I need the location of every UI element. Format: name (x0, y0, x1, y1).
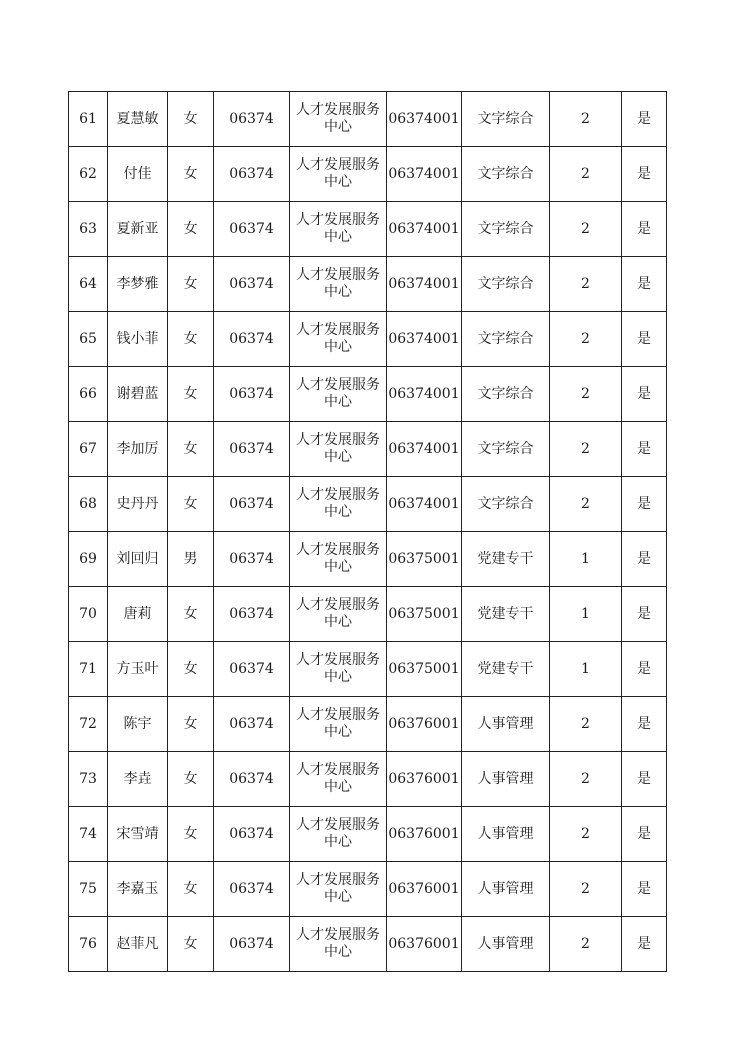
cell-position: 文字综合 (462, 422, 550, 477)
cell-quota: 2 (550, 697, 622, 752)
cell-unit-line2: 中心 (324, 174, 352, 190)
cell-name: 宋雪靖 (108, 807, 168, 862)
cell-unit-line2: 中心 (324, 669, 352, 685)
cell-quota: 1 (550, 587, 622, 642)
cell-gender: 女 (168, 642, 214, 697)
cell-unit-line2: 中心 (324, 614, 352, 630)
cell-number: 75 (69, 862, 108, 917)
cell-position: 文字综合 (462, 147, 550, 202)
table-body (69, 92, 667, 972)
cell-quota: 2 (550, 147, 622, 202)
cell-gender: 女 (168, 477, 214, 532)
cell-quota: 2 (550, 752, 622, 807)
cell-status: 是 (622, 312, 667, 367)
cell-name: 李嘉玉 (108, 862, 168, 917)
cell-quota: 1 (550, 642, 622, 697)
cell-unit-line1: 人才发展服务 (296, 817, 380, 833)
cell-unit-code: 06374 (214, 147, 290, 202)
table-row (69, 697, 667, 752)
cell-position-code: 06376001 (387, 752, 462, 807)
cell-gender: 女 (168, 752, 214, 807)
cell-unit (290, 422, 387, 477)
cell-position: 党建专干 (462, 532, 550, 587)
cell-gender: 女 (168, 587, 214, 642)
cell-unit-code: 06374 (214, 807, 290, 862)
cell-status: 是 (622, 917, 667, 972)
cell-position: 文字综合 (462, 202, 550, 257)
cell-unit-code: 06374 (214, 422, 290, 477)
cell-unit (290, 202, 387, 257)
cell-unit (290, 807, 387, 862)
cell-name: 刘回归 (108, 532, 168, 587)
cell-unit-code: 06374 (214, 202, 290, 257)
table-row (69, 642, 667, 697)
cell-unit-line1: 人才发展服务 (296, 872, 380, 888)
cell-gender: 女 (168, 367, 214, 422)
cell-unit-line1: 人才发展服务 (296, 377, 380, 393)
cell-unit-code: 06374 (214, 587, 290, 642)
cell-unit (290, 587, 387, 642)
cell-status: 是 (622, 202, 667, 257)
cell-gender: 女 (168, 257, 214, 312)
cell-name: 付佳 (108, 147, 168, 202)
cell-unit-line1: 人才发展服务 (296, 707, 380, 723)
cell-unit-line2: 中心 (324, 339, 352, 355)
cell-quota: 1 (550, 532, 622, 587)
cell-position-code: 06374001 (387, 257, 462, 312)
cell-unit-line2: 中心 (324, 119, 352, 135)
cell-unit-code: 06374 (214, 367, 290, 422)
cell-unit (290, 532, 387, 587)
cell-unit-line2: 中心 (324, 449, 352, 465)
cell-unit (290, 917, 387, 972)
cell-status: 是 (622, 532, 667, 587)
cell-unit-code: 06374 (214, 312, 290, 367)
cell-gender: 女 (168, 917, 214, 972)
cell-unit (290, 312, 387, 367)
cell-position-code: 06376001 (387, 862, 462, 917)
cell-unit-line2: 中心 (324, 724, 352, 740)
cell-unit-code: 06374 (214, 752, 290, 807)
cell-position: 党建专干 (462, 587, 550, 642)
cell-status: 是 (622, 752, 667, 807)
cell-unit-line1: 人才发展服务 (296, 212, 380, 228)
table-row (69, 257, 667, 312)
cell-unit (290, 697, 387, 752)
table-row (69, 147, 667, 202)
cell-status: 是 (622, 862, 667, 917)
cell-name: 唐莉 (108, 587, 168, 642)
cell-unit-line1: 人才发展服务 (296, 927, 380, 943)
cell-unit (290, 477, 387, 532)
cell-number: 67 (69, 422, 108, 477)
cell-position: 文字综合 (462, 257, 550, 312)
cell-quota: 2 (550, 202, 622, 257)
cell-unit (290, 862, 387, 917)
cell-quota: 2 (550, 917, 622, 972)
cell-gender: 女 (168, 147, 214, 202)
cell-gender: 女 (168, 202, 214, 257)
cell-status: 是 (622, 367, 667, 422)
cell-unit-line2: 中心 (324, 834, 352, 850)
cell-number: 61 (69, 92, 108, 147)
cell-number: 72 (69, 697, 108, 752)
candidate-table (68, 91, 667, 972)
cell-quota: 2 (550, 312, 622, 367)
cell-position-code: 06374001 (387, 147, 462, 202)
cell-name: 李梦雅 (108, 257, 168, 312)
cell-unit-line2: 中心 (324, 889, 352, 905)
cell-number: 69 (69, 532, 108, 587)
cell-position: 人事管理 (462, 807, 550, 862)
cell-name: 李垚 (108, 752, 168, 807)
cell-gender: 女 (168, 807, 214, 862)
cell-gender: 女 (168, 422, 214, 477)
cell-status: 是 (622, 422, 667, 477)
cell-position-code: 06376001 (387, 807, 462, 862)
cell-position: 人事管理 (462, 917, 550, 972)
cell-unit-line1: 人才发展服务 (296, 267, 380, 283)
cell-position-code: 06374001 (387, 367, 462, 422)
cell-unit (290, 92, 387, 147)
cell-name: 李加厉 (108, 422, 168, 477)
cell-unit-line2: 中心 (324, 394, 352, 410)
cell-number: 73 (69, 752, 108, 807)
cell-position: 人事管理 (462, 752, 550, 807)
cell-unit-line2: 中心 (324, 229, 352, 245)
cell-gender: 女 (168, 862, 214, 917)
cell-unit-line1: 人才发展服务 (296, 487, 380, 503)
cell-name: 钱小菲 (108, 312, 168, 367)
cell-position: 人事管理 (462, 697, 550, 752)
cell-name: 谢碧蓝 (108, 367, 168, 422)
cell-quota: 2 (550, 422, 622, 477)
cell-quota: 2 (550, 92, 622, 147)
table-row (69, 92, 667, 147)
cell-unit-line1: 人才发展服务 (296, 652, 380, 668)
cell-number: 64 (69, 257, 108, 312)
cell-unit (290, 642, 387, 697)
table-row (69, 367, 667, 422)
cell-unit-code: 06374 (214, 477, 290, 532)
cell-unit-line1: 人才发展服务 (296, 157, 380, 173)
table-row (69, 312, 667, 367)
cell-unit-code: 06374 (214, 697, 290, 752)
cell-gender: 女 (168, 92, 214, 147)
cell-unit (290, 367, 387, 422)
cell-unit (290, 257, 387, 312)
cell-position-code: 06374001 (387, 92, 462, 147)
table-row (69, 752, 667, 807)
cell-number: 70 (69, 587, 108, 642)
cell-unit-code: 06374 (214, 862, 290, 917)
cell-position-code: 06375001 (387, 532, 462, 587)
cell-name: 史丹丹 (108, 477, 168, 532)
cell-gender: 男 (168, 532, 214, 587)
cell-status: 是 (622, 257, 667, 312)
cell-position: 人事管理 (462, 862, 550, 917)
cell-number: 65 (69, 312, 108, 367)
cell-name: 陈宇 (108, 697, 168, 752)
cell-position-code: 06374001 (387, 477, 462, 532)
cell-unit-code: 06374 (214, 917, 290, 972)
cell-position-code: 06376001 (387, 697, 462, 752)
cell-unit-line1: 人才发展服务 (296, 542, 380, 558)
cell-number: 62 (69, 147, 108, 202)
table-row (69, 917, 667, 972)
cell-position: 文字综合 (462, 367, 550, 422)
cell-quota: 2 (550, 807, 622, 862)
table-row (69, 477, 667, 532)
cell-position-code: 06376001 (387, 917, 462, 972)
cell-gender: 女 (168, 312, 214, 367)
cell-quota: 2 (550, 367, 622, 422)
cell-unit-line2: 中心 (324, 504, 352, 520)
cell-position: 文字综合 (462, 92, 550, 147)
cell-position-code: 06374001 (387, 202, 462, 257)
cell-position: 文字综合 (462, 477, 550, 532)
cell-number: 76 (69, 917, 108, 972)
cell-position-code: 06374001 (387, 422, 462, 477)
cell-number: 63 (69, 202, 108, 257)
cell-position: 文字综合 (462, 312, 550, 367)
cell-status: 是 (622, 587, 667, 642)
cell-unit (290, 752, 387, 807)
table-row (69, 862, 667, 917)
table-row (69, 807, 667, 862)
cell-number: 68 (69, 477, 108, 532)
cell-quota: 2 (550, 257, 622, 312)
cell-unit-line1: 人才发展服务 (296, 432, 380, 448)
cell-unit-line1: 人才发展服务 (296, 762, 380, 778)
cell-unit-code: 06374 (214, 532, 290, 587)
cell-unit-code: 06374 (214, 642, 290, 697)
cell-name: 夏新亚 (108, 202, 168, 257)
cell-position-code: 06374001 (387, 312, 462, 367)
cell-status: 是 (622, 697, 667, 752)
cell-unit-line2: 中心 (324, 284, 352, 300)
cell-name: 夏慧敏 (108, 92, 168, 147)
cell-number: 74 (69, 807, 108, 862)
cell-status: 是 (622, 477, 667, 532)
cell-status: 是 (622, 642, 667, 697)
cell-quota: 2 (550, 477, 622, 532)
cell-position: 党建专干 (462, 642, 550, 697)
cell-name: 方玉叶 (108, 642, 168, 697)
cell-position-code: 06375001 (387, 642, 462, 697)
cell-number: 71 (69, 642, 108, 697)
cell-unit-code: 06374 (214, 92, 290, 147)
cell-unit-line2: 中心 (324, 944, 352, 960)
table-row (69, 587, 667, 642)
cell-unit-line1: 人才发展服务 (296, 322, 380, 338)
table-row (69, 422, 667, 477)
cell-unit-line1: 人才发展服务 (296, 102, 380, 118)
cell-gender: 女 (168, 697, 214, 752)
cell-number: 66 (69, 367, 108, 422)
cell-unit-line1: 人才发展服务 (296, 597, 380, 613)
cell-unit-line2: 中心 (324, 779, 352, 795)
cell-position-code: 06375001 (387, 587, 462, 642)
cell-status: 是 (622, 807, 667, 862)
cell-unit-line2: 中心 (324, 559, 352, 575)
cell-quota: 2 (550, 862, 622, 917)
cell-status: 是 (622, 147, 667, 202)
cell-status: 是 (622, 92, 667, 147)
cell-unit (290, 147, 387, 202)
cell-unit-code: 06374 (214, 257, 290, 312)
table-row (69, 532, 667, 587)
table-row (69, 202, 667, 257)
cell-name: 赵菲凡 (108, 917, 168, 972)
